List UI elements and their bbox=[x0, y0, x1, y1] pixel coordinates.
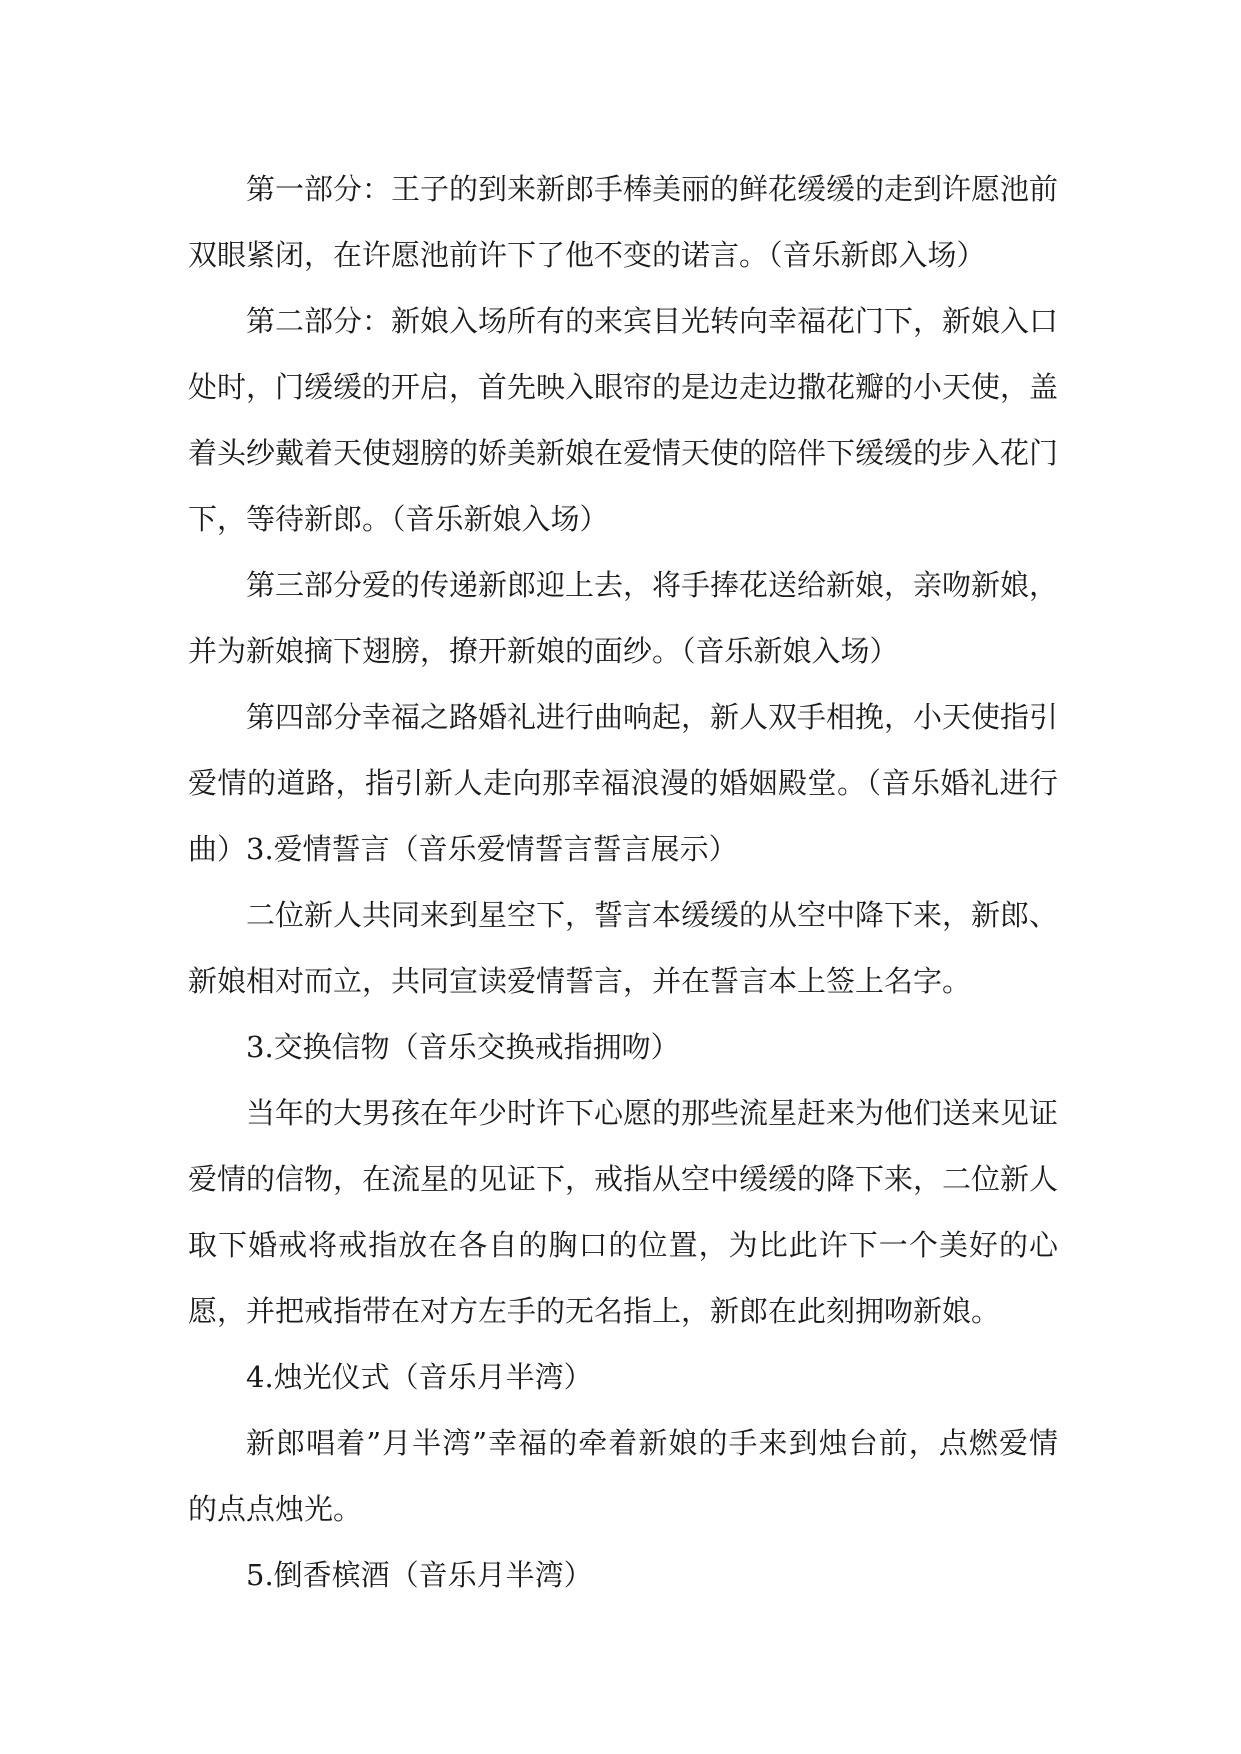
paragraph-part-three: 第三部分爱的传递新郎迎上去，将手捧花送给新娘，亲吻新娘，并为新娘摘下翅膀，撩开新娘的面纱。（音乐新娘入场） bbox=[188, 568, 1059, 668]
paragraph-part-one: 第一部分：王子的到来新郎手棒美丽的鲜花缓缓的走到许愿池前双眼紧闭，在许愿池前许下了他不变的诺言。（音乐新郎入场） bbox=[188, 172, 1059, 272]
document-body bbox=[188, 156, 1058, 1608]
paragraph-rings: 当年的大男孩在年少时许下心愿的那些流星赶来为他们送来见证爱情的信物，在流星的见证下，戒指从空中缓缓的降下来，二位新人取下婚戒将戒指放在各自的胸口的位置，为比此许下一个美好的心愿，并把戒指带在对方左手的无名指上，新郎在此刻拥吻新娘。 bbox=[188, 1096, 1059, 1328]
heading-exchange-tokens: 3.交换信物（音乐交换戒指拥吻） bbox=[246, 1030, 680, 1064]
heading-candle-ceremony: 4.烛光仪式（音乐月半湾） bbox=[246, 1360, 593, 1394]
paragraph-vows: 二位新人共同来到星空下，誓言本缓缓的从空中降下来，新郎、新娘相对而立，共同宣读爱情誓言，并在誓言本上签上名字。 bbox=[188, 898, 1059, 998]
paragraph-candle: 新郎唱着”月半湾”幸福的牵着新娘的手来到烛台前，点燃爱情的点点烛光。 bbox=[188, 1426, 1058, 1526]
paragraph-part-four: 第四部分幸福之路婚礼进行曲响起，新人双手相挽，小天使指引爱情的道路，指引新人走向那幸福浪漫的婚姻殿堂。（音乐婚礼进行曲）3.爱情誓言（音乐爱情誓言誓言展示） bbox=[188, 700, 1059, 866]
paragraph-part-two: 第二部分：新娘入场所有的来宾目光转向幸福花门下，新娘入口处时，门缓缓的开启，首先映入眼帘的是边走边撒花瓣的小天使，盖着头纱戴着天使翅膀的娇美新娘在爱情天使的陪伴下缓缓的步入花门下，等待新郎。（音乐新娘入场） bbox=[188, 304, 1059, 536]
heading-champagne: 5.倒香槟酒（音乐月半湾） bbox=[246, 1558, 593, 1592]
